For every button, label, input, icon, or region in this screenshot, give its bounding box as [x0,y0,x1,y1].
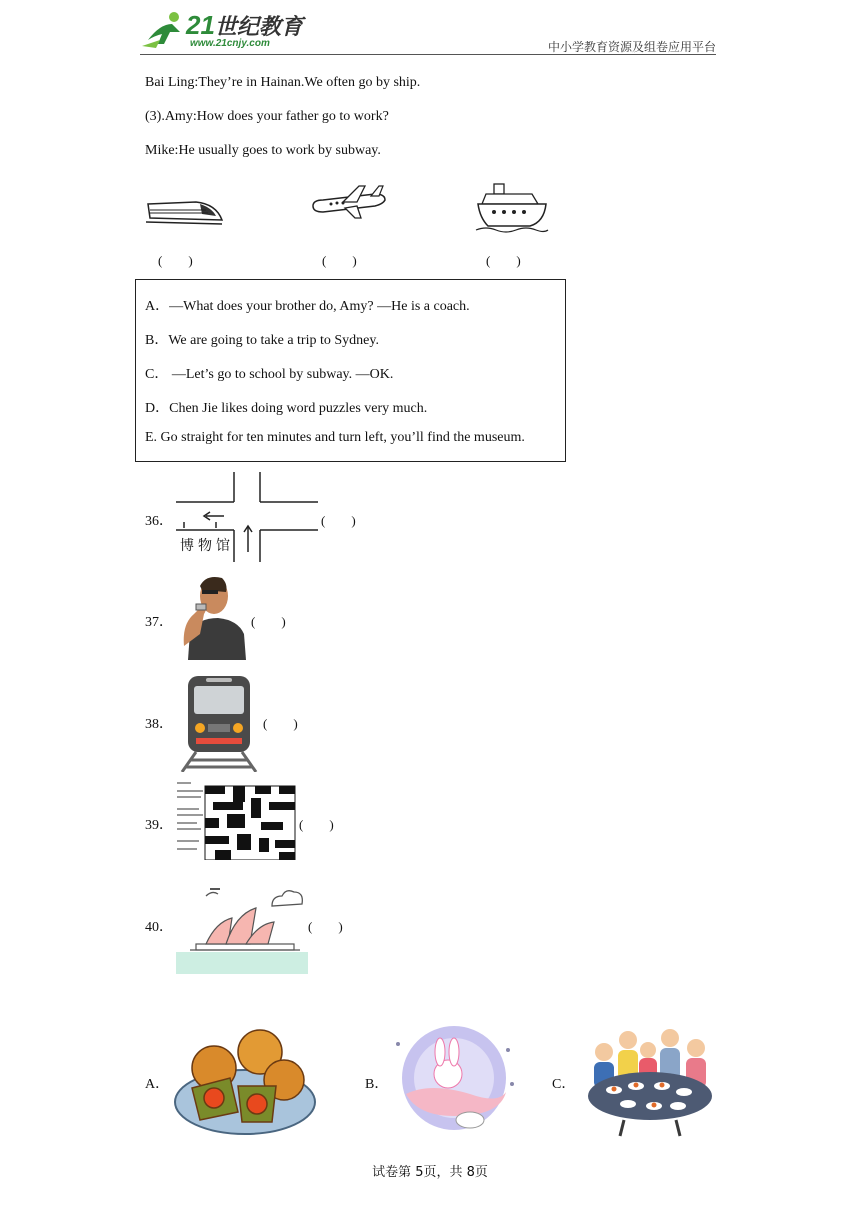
question-36-blank[interactable]: ( ) [321,513,356,528]
page-footer: 试卷第 5页，共 8页 [372,1165,488,1180]
dialogue-line-1: Bai Ling:They’re in Hainan.We often go by ship. [145,75,421,90]
coach-whistle-icon [178,574,248,660]
sydney-opera-house-icon [176,884,308,974]
picture-option-a-label: A． [145,1077,170,1092]
option-d: D．Chen Jie likes doing word puzzles very much. [145,401,428,416]
option-a: A．—What does your brother do, Amy? —He is a coach. [145,299,470,314]
option-b: B．We are going to take a trip to Sydney. [145,333,379,348]
logo-number: 21 [186,10,215,40]
header-rule [140,54,716,55]
question-40-blank[interactable]: ( ) [308,919,343,934]
transport-blank-2[interactable]: ( ) [322,253,357,268]
question-39-blank[interactable]: ( ) [299,817,334,832]
transport-blank-3[interactable]: ( ) [486,253,521,268]
picture-option-c-label: C． [552,1077,576,1092]
change-moon-rabbit-icon [390,1024,518,1134]
museum-label: 博物馆 [180,538,234,554]
logo-text: 世纪教育 [214,14,303,39]
logo-url: www.21cnjy.com [190,38,270,49]
ship-icon [474,178,550,238]
family-dinner-icon [584,1024,716,1138]
question-36-number: 36． [145,514,173,529]
logo-runner-icon [140,10,190,50]
option-e: E. Go straight for ten minutes and turn left, you’ll find the museum. [145,430,525,445]
transport-blank-1[interactable]: ( ) [158,253,193,268]
option-c: C． —Let’s go to school by subway. —OK. [145,367,394,382]
picture-option-b-label: B． [365,1077,389,1092]
question-38-number: 38． [145,717,173,732]
question-40-number: 40． [145,920,173,935]
question-39-number: 39． [145,818,173,833]
question-38-blank[interactable]: ( ) [263,716,298,731]
subway-train-icon [176,674,262,772]
platform-name: 中小学教育资源及组卷应用平台 [547,40,716,54]
question-37-number: 37． [145,615,173,630]
plane-icon [309,182,389,220]
dialogue-line-3: Mike:He usually goes to work by subway. [145,143,381,158]
question-37-blank[interactable]: ( ) [251,614,286,629]
crossword-puzzle-icon [175,778,297,860]
train-icon [146,190,224,228]
mooncakes-icon [172,1026,318,1136]
dialogue-line-2: (3).Amy:How does your father go to work? [145,109,389,124]
header [140,8,716,56]
